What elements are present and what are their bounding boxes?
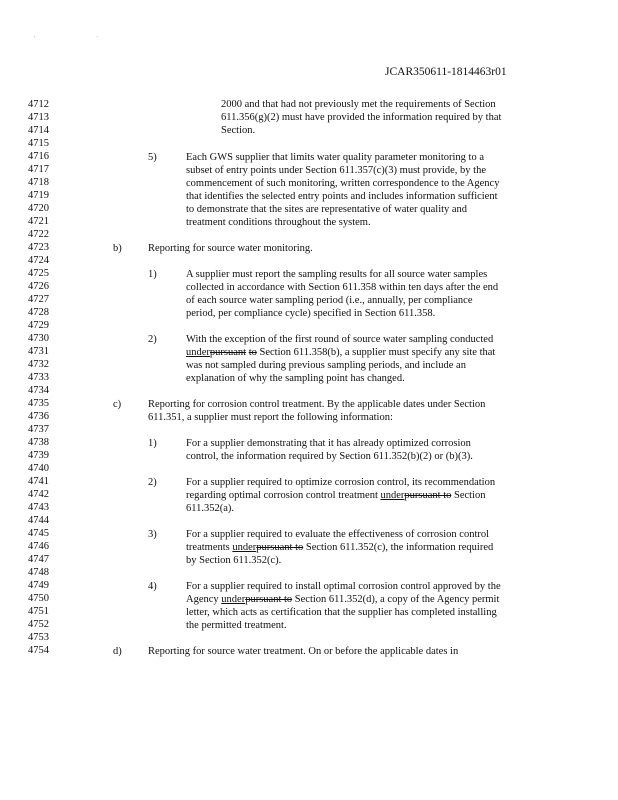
line-number: 4744 (28, 515, 49, 526)
line-number: 4734 (28, 385, 49, 396)
item-label: 4) (148, 581, 157, 592)
item-label: 5) (148, 152, 157, 163)
line-number: 4733 (28, 372, 49, 383)
line-number: 4751 (28, 606, 49, 617)
line-number: 4738 (28, 437, 49, 448)
body-line: control, the information required by Section 611.352(b)(2) or (b)(3). (186, 451, 473, 462)
deleted-text: pursuant to (256, 542, 304, 553)
body-line: the permitted treatment. (186, 620, 287, 631)
body-line: commencement of such monitoring, written correspondence to the Agency (186, 178, 500, 189)
line-number: 4743 (28, 502, 49, 513)
line-number: 4725 (28, 268, 49, 279)
body-line: 611.352(a). (186, 503, 235, 514)
line-number: 4720 (28, 203, 49, 214)
line-number: 4754 (28, 645, 49, 656)
body-line: explanation of why the sampling point has changed. (186, 373, 405, 384)
line-number: 4740 (28, 463, 49, 474)
line-number: 4717 (28, 164, 49, 175)
deleted-text: pursuant (209, 347, 247, 358)
line-number: 4753 (28, 632, 49, 643)
deleted-text: pursuant to (404, 490, 452, 501)
body-line: With the exception of the first round of source water sampling conducted (186, 334, 494, 345)
body-line: Agency underpursuant to Section 611.352(d), a copy of the Agency permit (186, 594, 500, 605)
section-label: b) (113, 243, 122, 254)
line-number: 4723 (28, 242, 49, 253)
body-line: For a supplier demonstrating that it has already optimized corrosion (186, 438, 471, 449)
line-number: 4752 (28, 619, 49, 630)
line-number: 4739 (28, 450, 49, 461)
line-number: 4735 (28, 398, 49, 409)
line-number: 4715 (28, 138, 49, 149)
body-line: by Section 611.352(c). (186, 555, 282, 566)
line-number: 4718 (28, 177, 49, 188)
body-line: collected in accordance with Section 611.358 within ten days after the end (186, 282, 499, 293)
line-number: 4712 (28, 99, 49, 110)
body-line: 611.351, a supplier must report the following information: (148, 412, 393, 423)
line-number: 4736 (28, 411, 49, 422)
body-line: 611.356(g)(2) must have provided the information required by that (221, 112, 502, 123)
line-number: 4745 (28, 528, 49, 539)
item-label: 3) (148, 529, 157, 540)
line-number: 4728 (28, 307, 49, 318)
body-line: Reporting for corrosion control treatment. By the applicable dates under Section (148, 399, 486, 410)
deleted-text: pursuant to (245, 594, 293, 605)
deleted-text: to (248, 347, 257, 358)
line-number: 4737 (28, 424, 49, 435)
body-line: Reporting for source water treatment. On or before the applicable dates in (148, 646, 459, 657)
line-number: 4742 (28, 489, 49, 500)
body-line: treatments underpursuant to Section 611.352(c), the information required (186, 542, 494, 553)
line-number: 4747 (28, 554, 49, 565)
body-line: For a supplier required to optimize corrosion control, its recommendation (186, 477, 496, 488)
body-line: of each source water sampling period (i.e., annually, per compliance (186, 295, 473, 306)
inserted-text: under (186, 347, 210, 358)
body-line: to demonstrate that the sites are representative of water quality and (186, 204, 468, 215)
line-number: 4732 (28, 359, 49, 370)
line-number: 4741 (28, 476, 49, 487)
line-number: 4730 (28, 333, 49, 344)
line-number: 4748 (28, 567, 49, 578)
line-number: 4750 (28, 593, 49, 604)
item-label: 1) (148, 269, 157, 280)
inserted-text: under (221, 594, 246, 605)
line-number: 4714 (28, 125, 49, 136)
line-number: 4731 (28, 346, 49, 357)
line-number: 4726 (28, 281, 49, 292)
body-line: For a supplier required to evaluate the effectiveness of corrosion control (186, 529, 490, 540)
body-line: Section. (221, 125, 256, 136)
line-number: 4721 (28, 216, 49, 227)
item-label: 2) (148, 334, 157, 345)
body-line: period, per compliance cycle) specified in Section 611.358. (186, 308, 436, 319)
item-label: 1) (148, 438, 157, 449)
line-number: 4716 (28, 151, 49, 162)
line-number: 4722 (28, 229, 49, 240)
body-line: that identifies the selected entry points and includes information sufficient (186, 191, 498, 202)
body-line: Each GWS supplier that limits water quality parameter monitoring to a (186, 152, 485, 163)
document-id: JCAR350611-1814463r01 (385, 66, 507, 78)
line-number: 4729 (28, 320, 49, 331)
line-number: 4749 (28, 580, 49, 591)
line-number: 4713 (28, 112, 49, 123)
body-line: regarding optimal corrosion control treatment underpursuant to Section (186, 490, 486, 501)
body-line: A supplier must report the sampling results for all source water samples (186, 269, 488, 280)
scan-marks: ' ' (34, 36, 128, 42)
line-number: 4727 (28, 294, 49, 305)
body-line: was not sampled during previous sampling periods, and include an (186, 360, 466, 371)
line-number: 4724 (28, 255, 49, 266)
body-line: 2000 and that had not previously met the requirements of Section (221, 99, 496, 110)
body-line: letter, which acts as certification that the supplier has completed installing (186, 607, 497, 618)
section-label: d) (113, 646, 122, 657)
inserted-text: under (380, 490, 405, 501)
body-line: For a supplier required to install optimal corrosion control approved by the (186, 581, 501, 592)
inserted-text: under (232, 542, 257, 553)
item-label: 2) (148, 477, 157, 488)
line-number: 4746 (28, 541, 49, 552)
body-line: underpursuant to Section 611.358(b), a supplier must specify any site that (186, 347, 496, 358)
line-number: 4719 (28, 190, 49, 201)
body-line: subset of entry points under Section 611.357(c)(3) must provide, by the (186, 165, 486, 176)
section-label: c) (113, 399, 122, 410)
body-line: treatment conditions throughout the system. (186, 217, 371, 228)
section-heading: Reporting for source water monitoring. (148, 243, 313, 254)
